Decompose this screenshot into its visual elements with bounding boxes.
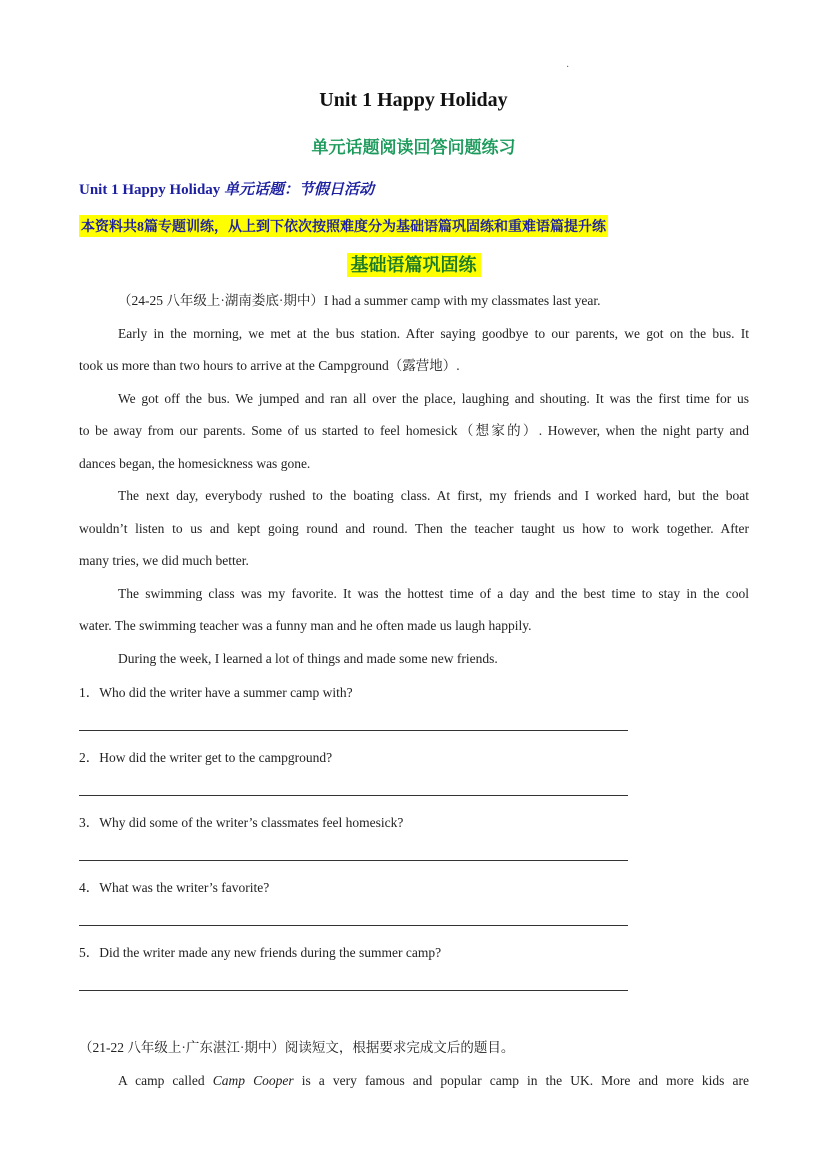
section-title: 基础语篇巩固练 xyxy=(347,253,481,277)
passage-line: wouldn’t listen to us and kept going round and round. Then the teacher taught us how to work together. After xyxy=(79,521,749,536)
document-subtitle: 单元话题阅读回答问题练习 xyxy=(311,138,516,157)
question-4: 4．What was the writer’s favorite? xyxy=(79,880,270,895)
passage2-text: is a very famous and popular camp in the UK. More and more kids are xyxy=(293,1073,750,1088)
passage-line: many tries, we did much better. xyxy=(79,553,249,568)
answer-line-1[interactable] xyxy=(79,730,628,731)
passage-line: took us more than two hours to arrive at the Campground（露营地）. xyxy=(79,358,460,373)
passage-line: The next day, everybody rushed to the boating class. At first, my friends and I worked hard, but the boat xyxy=(118,488,749,503)
passage-line: Early in the morning, we met at the bus station. After saying goodbye to our parents, we got on the bus. It xyxy=(118,326,749,341)
passage-source: （24-25 八年级上·湖南娄底·期中）I had a summer camp with my classmates last year. xyxy=(118,293,601,308)
passage2-line xyxy=(118,1071,749,1091)
passage-line: to be away from our parents. Some of us started to feel homesick（想家的）. However, when the night party and xyxy=(79,423,749,438)
notice-banner: 本资料共8篇专题训练，从上到下依次按照难度分为基础语篇巩固练和重难语篇提升练 xyxy=(79,215,608,237)
unit-topic-line xyxy=(79,178,374,199)
passage2-text: A camp called xyxy=(118,1073,213,1088)
camp-name: Camp Cooper xyxy=(212,1073,294,1088)
passage-line: water. The swimming teacher was a funny man and he often made us laugh happily. xyxy=(79,618,532,633)
answer-line-4[interactable] xyxy=(79,925,628,926)
unit-topic: 单元话题：节假日活动 xyxy=(224,182,375,198)
passage-line: We got off the bus. We jumped and ran all over the place, laughing and shouting. It was the first time for us xyxy=(118,391,749,406)
passage2-source: （21-22 八年级上·广东湛江·期中）阅读短文，根据要求完成文后的题目。 xyxy=(79,1040,515,1055)
answer-line-3[interactable] xyxy=(79,860,628,861)
document-title: Unit 1 Happy Holiday xyxy=(319,89,508,111)
question-3: 3．Why did some of the writer’s classmates feel homesick? xyxy=(79,815,404,830)
section-heading xyxy=(0,251,827,277)
question-5: 5．Did the writer made any new friends during the summer camp? xyxy=(79,945,442,960)
question-2: 2．How did the writer get to the campground? xyxy=(79,750,333,765)
unit-prefix: Unit 1 Happy Holiday xyxy=(79,182,225,198)
page-mark: · xyxy=(566,62,570,73)
answer-line-2[interactable] xyxy=(79,795,628,796)
passage-line: The swimming class was my favorite. It was the hottest time of a day and the best time to stay in the cool xyxy=(118,586,749,601)
answer-line-5[interactable] xyxy=(79,990,628,991)
question-1: 1．Who did the writer have a summer camp with? xyxy=(79,685,353,700)
passage-line: During the week, I learned a lot of things and made some new friends. xyxy=(118,651,498,666)
passage-line: dances began, the homesickness was gone. xyxy=(79,456,311,471)
